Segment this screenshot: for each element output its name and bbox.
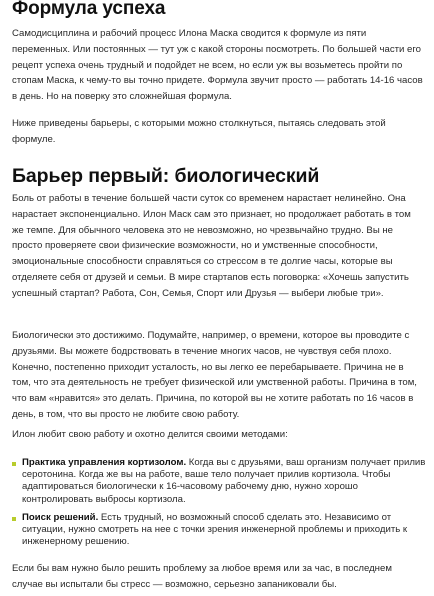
paragraph-elon-methods: Илон любит свою работу и охотно делится своими методами:: [12, 429, 288, 440]
section-title-success-formula: Формула успеха: [12, 0, 166, 19]
bullet-term: Поиск решений.: [22, 511, 99, 523]
paragraph-biologically-achievable: Биологически это достижимо. Подумайте, например, о времени, которое вы проводите с друзьями. Вы можете бодрствовать в течение многих часов, не чувствуя себя плохо. Конечно, постепенно приходит усталость, но вы легко ее перебарываете. Причина не в том, что эта деятельность не требует физической или умственной работы. Причина в том, что вам «нравится» это делать. Причина, по которой вы не хотите работать по 16 часов в день, в том, что вы просто не любите свою работу.: [12, 330, 417, 420]
paragraph-stress-conclusion: Если бы вам нужно было решить проблему за любое время или за час, в последнем случае вы испытали бы стресс — возможно, серьезно запаниковали бы.: [12, 563, 392, 590]
bullet-text: Есть трудный, но возможный способ сделать это. Независимо от ситуации, нужно смотреть на нее с точки зрения инженерной проблемы и приходить к инженерному решению.: [22, 511, 408, 548]
bullet-text: Когда вы с друзьями, ваш организм получает прилив серотонина. Когда же вы на работе, ваше тело получает прилив кортизола. Чтобы адаптироваться биологически к 16-часовому рабочему дню, нужно хорошо контролировать выбросы кортизола.: [22, 457, 426, 505]
list-item: [12, 457, 426, 506]
bullet-term: Практика управления кортизолом.: [22, 457, 187, 468]
bullet-square-icon: [12, 517, 16, 521]
paragraph-barriers-intro: Ниже приведены барьеры, с которыми можно столкнуться, пытаясь следовать этой формуле.: [12, 118, 386, 145]
section-title-biological-barrier: Барьер первый: биологический: [12, 165, 320, 187]
methods-list: [12, 457, 426, 554]
paragraph-pain-of-work: Боль от работы в течение большей части суток со временем нарастает нелинейно. Она нарастает экспоненциально. Илон Маск сам это признает, но продолжает работать в том же темпе. Для обычного человека это не невозможно, но чрезвычайно трудно. Вы не просто проверяете свои физические возможности, но и умственные способности, эмоциональные способности справляться со стрессом в те долгие часы, которые вы отделяете себя от друзей и семьи. В мире стартапов есть поговорка: «Хочешь запустить успешный стартап? Работа, Сон, Семья, Спорт или Друзья — выбери любые три».: [12, 193, 411, 299]
list-item: [12, 512, 426, 549]
paragraph-intro: Самодисциплина и рабочий процесс Илона Маска сводится к формуле из пяти переменных. Или постоянных — тут уж с какой стороны посмотреть. По большей части его рецепт успеха очень трудный и подойдет не всем, но если уж вы возьметесь пройти по стопам Маска, к чему-то вы точно придете. Формула звучит просто — работать 14-16 часов в день. Но на поверку это сложнейшая формула.: [12, 28, 423, 103]
bullet-square-icon: [12, 462, 16, 466]
